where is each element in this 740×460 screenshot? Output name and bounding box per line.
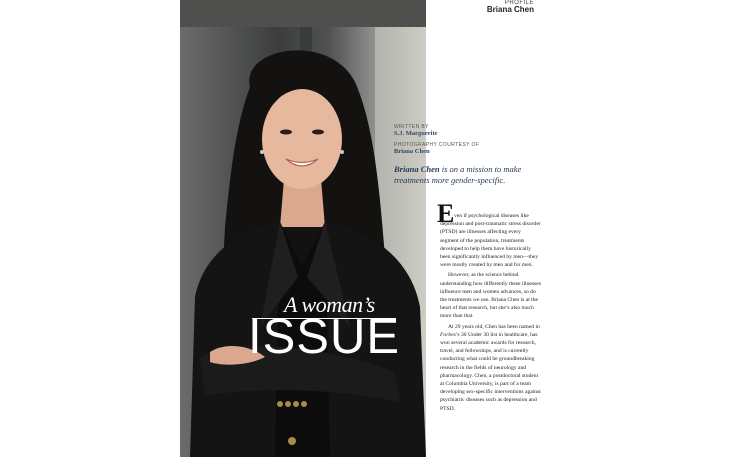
written-by-label: WRITTEN BY [394, 124, 429, 130]
paragraph-1-text: ven if psychological diseases like depression and post-traumatic stress disorder (PTSD) are illnesses affecting every segment of the population, treatments developed to help them have historically been significantly influenced by men—they were mostly created by men and for men. [440, 213, 541, 269]
deck-name: Briana Chen [394, 164, 440, 174]
photographer-name: Briana Chen [394, 148, 430, 155]
paragraph-3-italic: Forbes [440, 331, 456, 338]
photo-credit-label: PHOTOGRAPHY COURTESY OF [394, 142, 480, 148]
portrait-photo [180, 27, 426, 457]
headline-script: A woman’s [284, 292, 375, 317]
portrait-illustration [180, 27, 426, 457]
profile-name: Briana Chen [486, 5, 534, 14]
headline-main: ISSUE [248, 310, 401, 364]
paragraph-3-start: At 29 years old, Chen has been named in [448, 323, 540, 330]
article-deck [394, 164, 544, 186]
article-paragraph-2: However, as the science behind understanding how differently these illnesses influence men and women advances, so do the treatments we use. Briana Chen is at the heart of that research, but she’s also much more than that. [440, 272, 541, 320]
article-paragraph-1 [440, 212, 541, 269]
author-name: S.J. Marguerite [394, 130, 438, 137]
photo-top-bar [180, 0, 426, 27]
paragraph-3-end: ’s 30 Under 30 list in healthcare, has won several academic awards for research, travel, and fellowships, and is currently conducting what could be groundbreaking research in the fields of neurology and pharmacology. Chen, a postdoctoral student at Columbia University, is part of a team developing sex-specific interventions against psychiatric diseases such as depression and PTSD. [440, 331, 541, 412]
article-paragraph-3 [440, 323, 541, 413]
article-body [440, 212, 541, 415]
section-label: PROFILE [504, 0, 534, 6]
article-credits [394, 124, 514, 160]
deck-text: is on a mission to make treatments more gender-specific. [394, 164, 522, 185]
drop-cap: E [437, 199, 455, 228]
